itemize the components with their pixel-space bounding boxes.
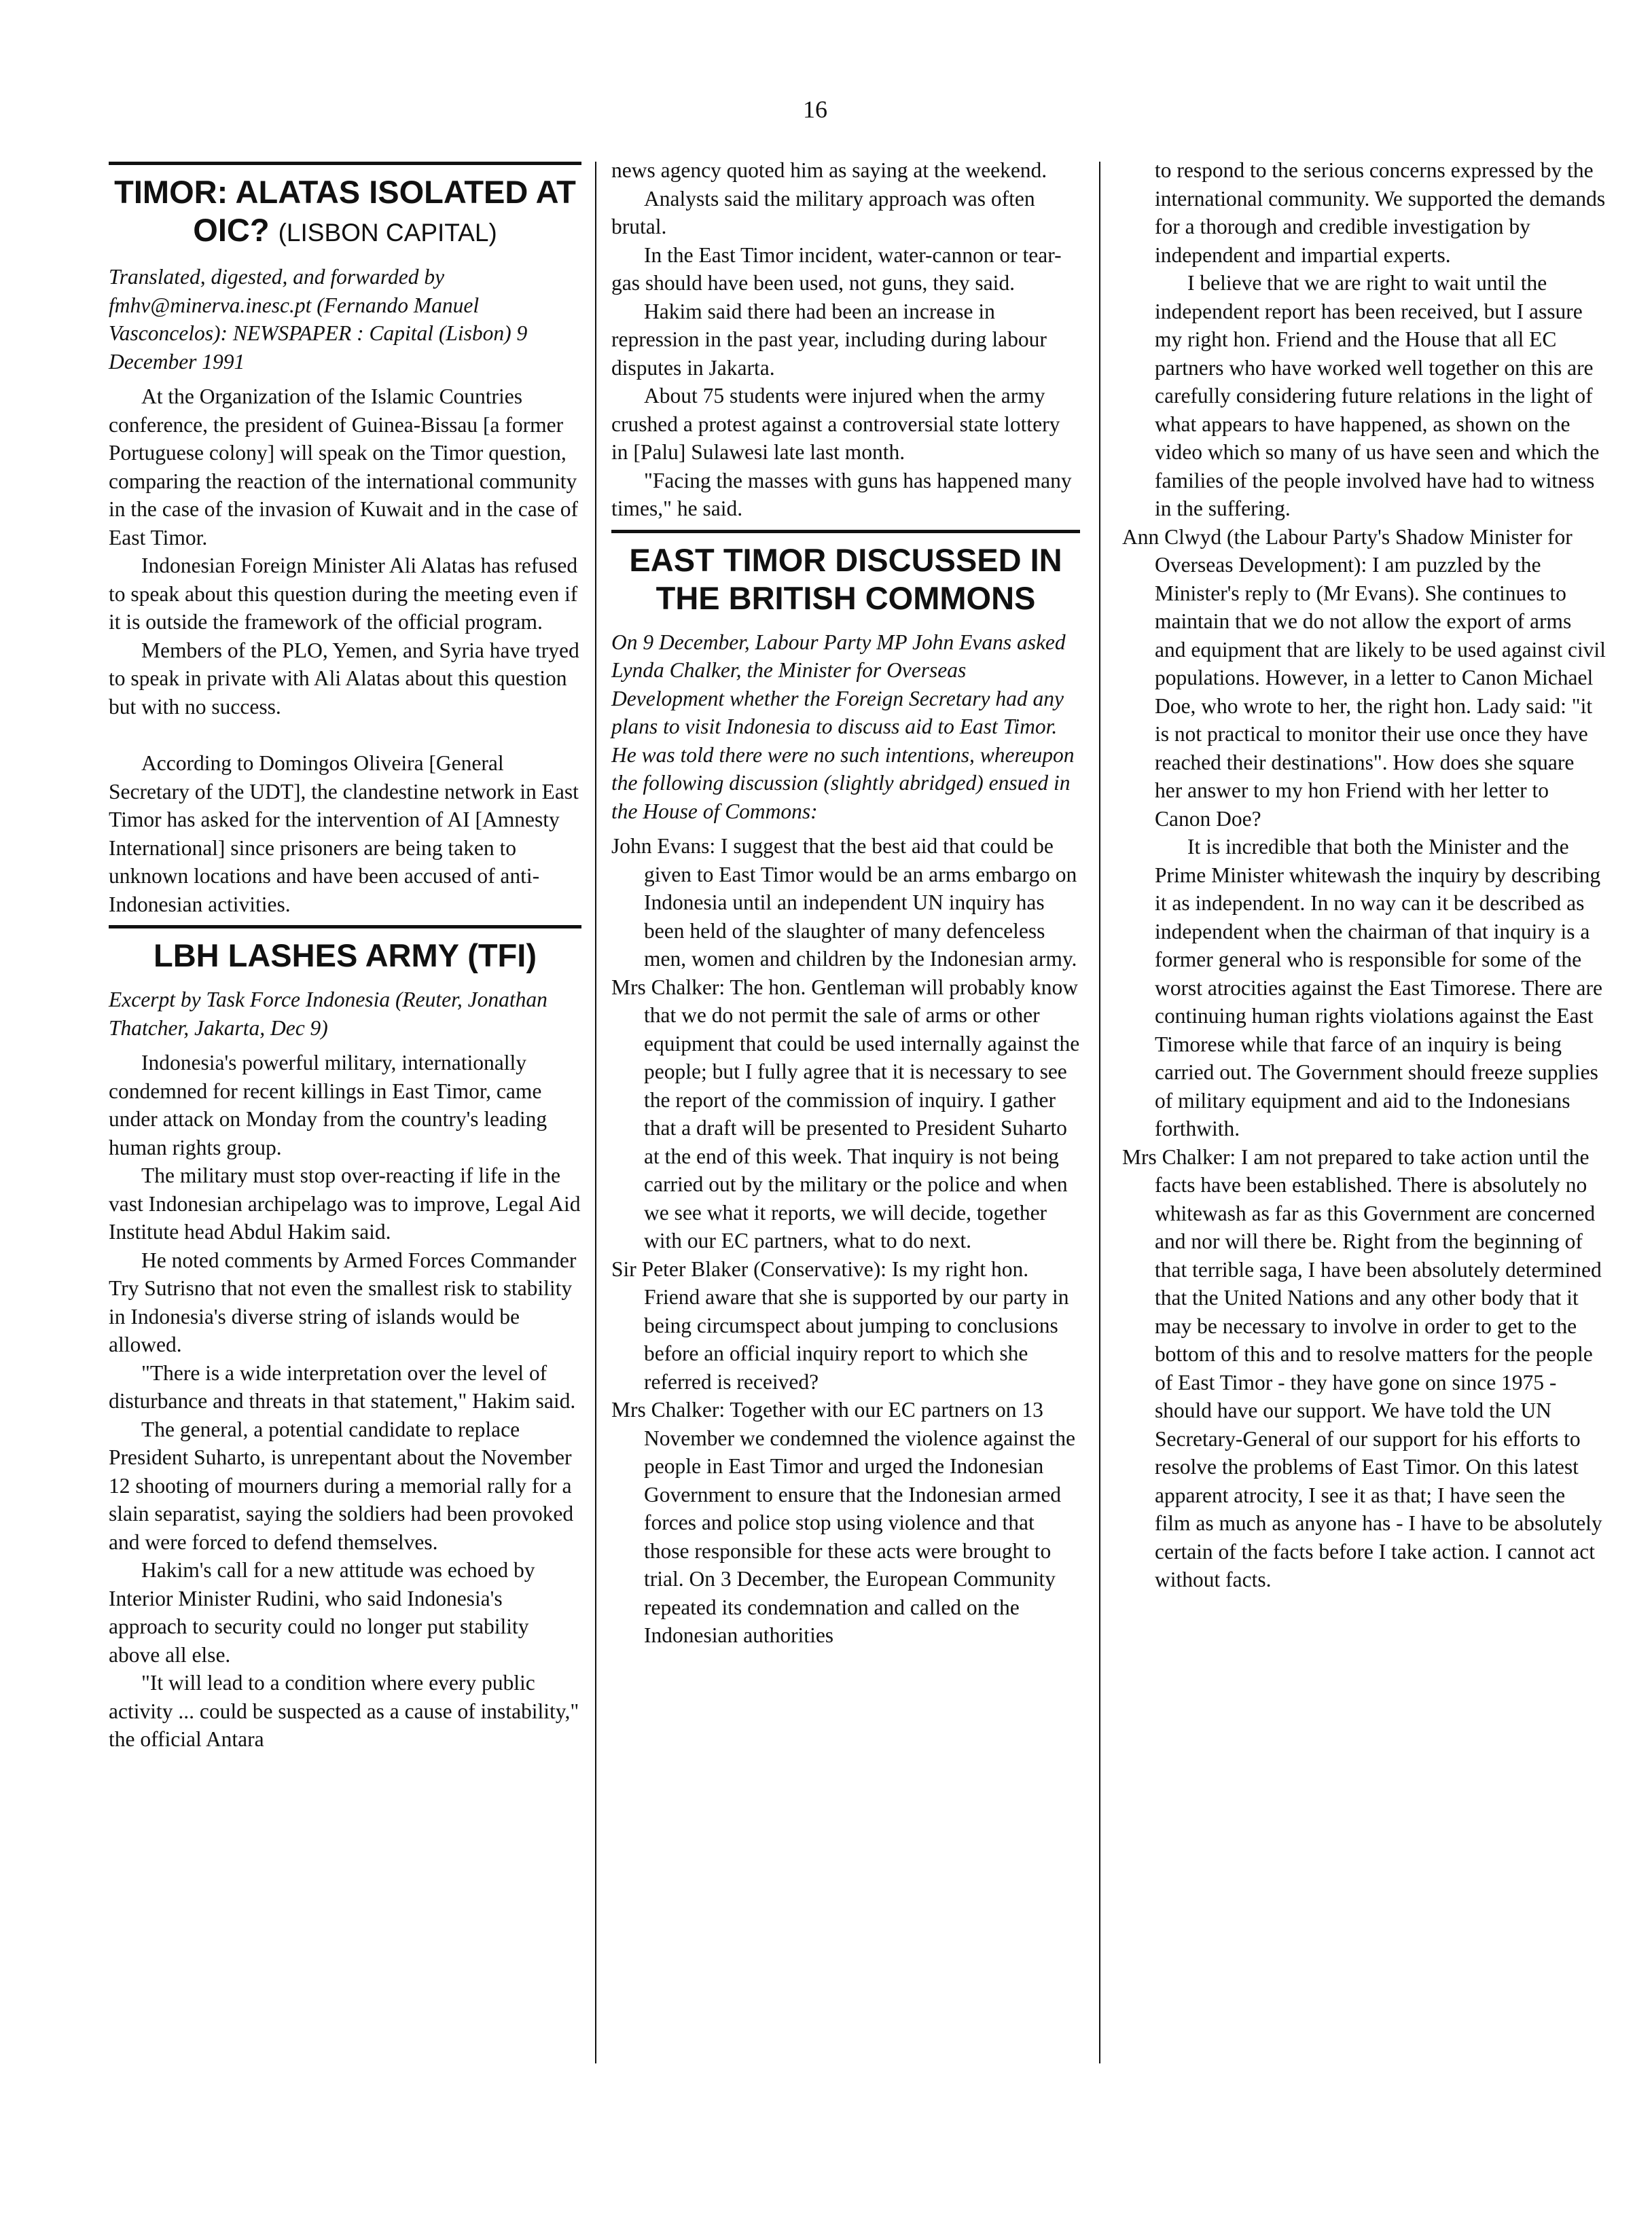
speech-entry: Sir Peter Blaker (Conservative): Is my right hon. Friend aware that she is supported by our party in being circumspect about jumping to conclusions before an official inquiry report to which she referred is received? [611,1257,1069,1394]
paragraph: According to Domingos Oliveira [General Secretary of the UDT], the clandestine network in East Timor has asked for the intervention of AI [Amnesty International] since prisoners are being taken to unknown locations and have been accused of anti-Indonesian activities. [109,751,579,916]
paragraph: Indonesian Foreign Minister Ali Alatas has refused to speak about this question during the meeting even if it is outside the framework of the official program. [109,554,578,634]
headline-rule [109,162,581,165]
speech-entry: Mrs Chalker: I am not prepared to take action until the facts have been established. There is absolutely no whitewash as far as this Government are concerned and nor will there be. Right from the beginning of that terrible saga, I have been absolutely determined that the United Nations and any other body that it may be necessary to involve in order to get to the bottom of this and to resolve matters for the people of East Timor - they have gone on since 1975 - should have our support. We have told the UN Secretary-General of our support for his efforts to resolve the problems of East Timor. On this latest apparent atrocity, I see it as that; I have seen the film as much as anyone has - I have to be absolutely certain of the facts before I take action. I cannot act without facts. [1122,1144,1602,1591]
paragraph: Indonesia's powerful military, internationally condemned for recent killings in East Timor, came under attack on Monday from the country's leading human rights group. [109,1051,547,1159]
paragraph: news agency quoted him as saying at the weekend. [611,158,1047,182]
paragraph: The military must stop over-reacting if life in the vast Indonesian archipelago was to improve, Legal Aid Institute head Abdul Hakim said. [109,1163,581,1244]
paragraph: Analysts said the military approach was often brutal. [611,186,1035,238]
headline-text: TIMOR: ALATAS ISOLATED AT OIC? [114,174,576,248]
article-intro: Translated, digested, and forwarded by fmhv@minerva.inesc.pt (Fernando Manuel Vasconcelos): NEWSPAPER : Capital (Lisbon) 9 December 1991 [109,265,528,374]
paragraph: It is incredible that both the Minister and the Prime Minister whitewash the inquiry by describing it as independent. In no way can it be described as independent when the chairman of that inquiry is a former general who is responsible for some of the worst atrocities against the East Timorese. There are continuing human rights violations against the East Timorese while that farce of an inquiry is being carried out. The Government should freeze supplies of military equipment and aid to the Indonesians forthwith. [1155,835,1602,1140]
paragraph: I believe that we are right to wait until the independent report has been received, but I assure my right hon. Friend and the House that all EC partners who have worked well together on this are carefully considering future relations in the light of what appears to have happened, as shown on the video which so many of us have seen and which the families of the people involved have had to witness in the suffering. [1155,271,1600,520]
paragraph: He noted comments by Armed Forces Commander Try Sutrisno that not even the smallest risk to stability in Indonesia's diverse string of islands would be allowed. [109,1248,577,1356]
column-3 [1122,156,1606,1594]
paragraph: The general, a potential candidate to replace President Suharto, is unrepentant about the November 12 shooting of mourners during a memorial rally for a slain separatist, saying the soldiers had been provoked and were forced to defend themselves. [109,1417,574,1554]
headline-rule [109,925,581,928]
speech-entry: Mrs Chalker: Together with our EC partners on 13 November we condemned the violence against the people in East Timor and urged the Indonesian Government to ensure that the Indonesian armed forces and police stop using violence and that those responsible for these acts were brought to trial. On 3 December, the European Community repeated its condemnation and called on the Indonesian authorities [611,1398,1076,1647]
article-headline-lbh: LBH LASHES ARMY (TFI) [154,937,537,973]
column-divider [595,162,596,2063]
paragraph: Hakim's call for a new attitude was echoed by Interior Minister Rudini, who said Indonesia's approach to security could no longer put stability above all else. [109,1558,535,1667]
column-2 [611,156,1080,1650]
article-headline-alatas [109,173,581,252]
paragraph: "There is a wide interpretation over the level of disturbance and threats in that statement," Hakim said. [109,1360,576,1413]
paragraph: "Facing the masses with guns has happened many times," he said. [611,468,1072,520]
paragraph: At the Organization of the Islamic Countries conference, the president of Guinea-Bissau [a former Portuguese colony] will speak on the Timor question, comparing the reaction of the international community in the case of the invasion of Kuwait and in the case of East Timor. [109,384,579,549]
article-intro: Excerpt by Task Force Indonesia (Reuter, Jonathan Thatcher, Jakarta, Dec 9) [109,988,547,1040]
column-1 [109,156,581,1754]
speech-entry: John Evans: I suggest that the best aid that could be given to East Timor would be an arms embargo on Indonesia until an independent UN inquiry has been held of the slaughter of many defenceless men, women and children by the Indonesian army. [611,834,1077,971]
speech-entry: Ann Clwyd (the Labour Party's Shadow Minister for Overseas Development): I am puzzled by the Minister's reply to (Mr Evans). She continues to maintain that we do not allow the export of arms and equipment that are likely to be used against civil populations. However, in a letter to Canon Michael Doe, who wrote to her, the right hon. Lady said: "it is not practical to monitor their use once they have reached their destinations". How does she square her answer to my hon Friend with her letter to Canon Doe? [1122,524,1606,831]
paragraph: to respond to the serious concerns expressed by the international community. We supported the demands for a thorough and credible investigation by independent and impartial experts. [1155,158,1606,267]
paragraph: "It will lead to a condition where every public activity ... could be suspected as a cause of instability," the official Antara [109,1671,579,1751]
headline-source: (LISBON CAPITAL) [278,219,497,247]
column-divider [1099,162,1100,2063]
paragraph: About 75 students were injured when the army crushed a protest against a controversial state lottery in [Palu] Sulawesi late last month. [611,384,1060,464]
article-headline-commons: EAST TIMOR DISCUSSED IN THE BRITISH COMMONS [629,541,1062,616]
paragraph: In the East Timor incident, water-cannon or tear-gas should have been used, not guns, they said. [611,242,1062,295]
speech-entry: Mrs Chalker: The hon. Gentleman will probably know that we do not permit the sale of arms or other equipment that could be used internally against the people; but I fully agree that it is necessary to see the report of the commission of inquiry. I gather that a draft will be presented to President Suharto at the end of this week. That inquiry is not being carried out by the military or the police and when we see what it reports, we will decide, together with our EC partners, what to do next. [611,975,1080,1252]
article-intro: On 9 December, Labour Party MP John Evans asked Lynda Chalker, the Minister for Overseas Development whether the Foreign Secretary had any plans to visit Indonesia to discuss aid to East Timor. He was told there were no such intentions, whereupon the following discussion (slightly abridged) ensued in the House of Commons: [611,630,1075,823]
page-number: 16 [803,96,827,123]
headline-rule [611,530,1080,533]
paragraph: Members of the PLO, Yemen, and Syria have tryed to speak in private with Ali Alatas about this question but with no success. [109,638,579,719]
paragraph: Hakim said there had been an increase in repression in the past year, including during labour disputes in Jakarta. [611,299,1047,380]
